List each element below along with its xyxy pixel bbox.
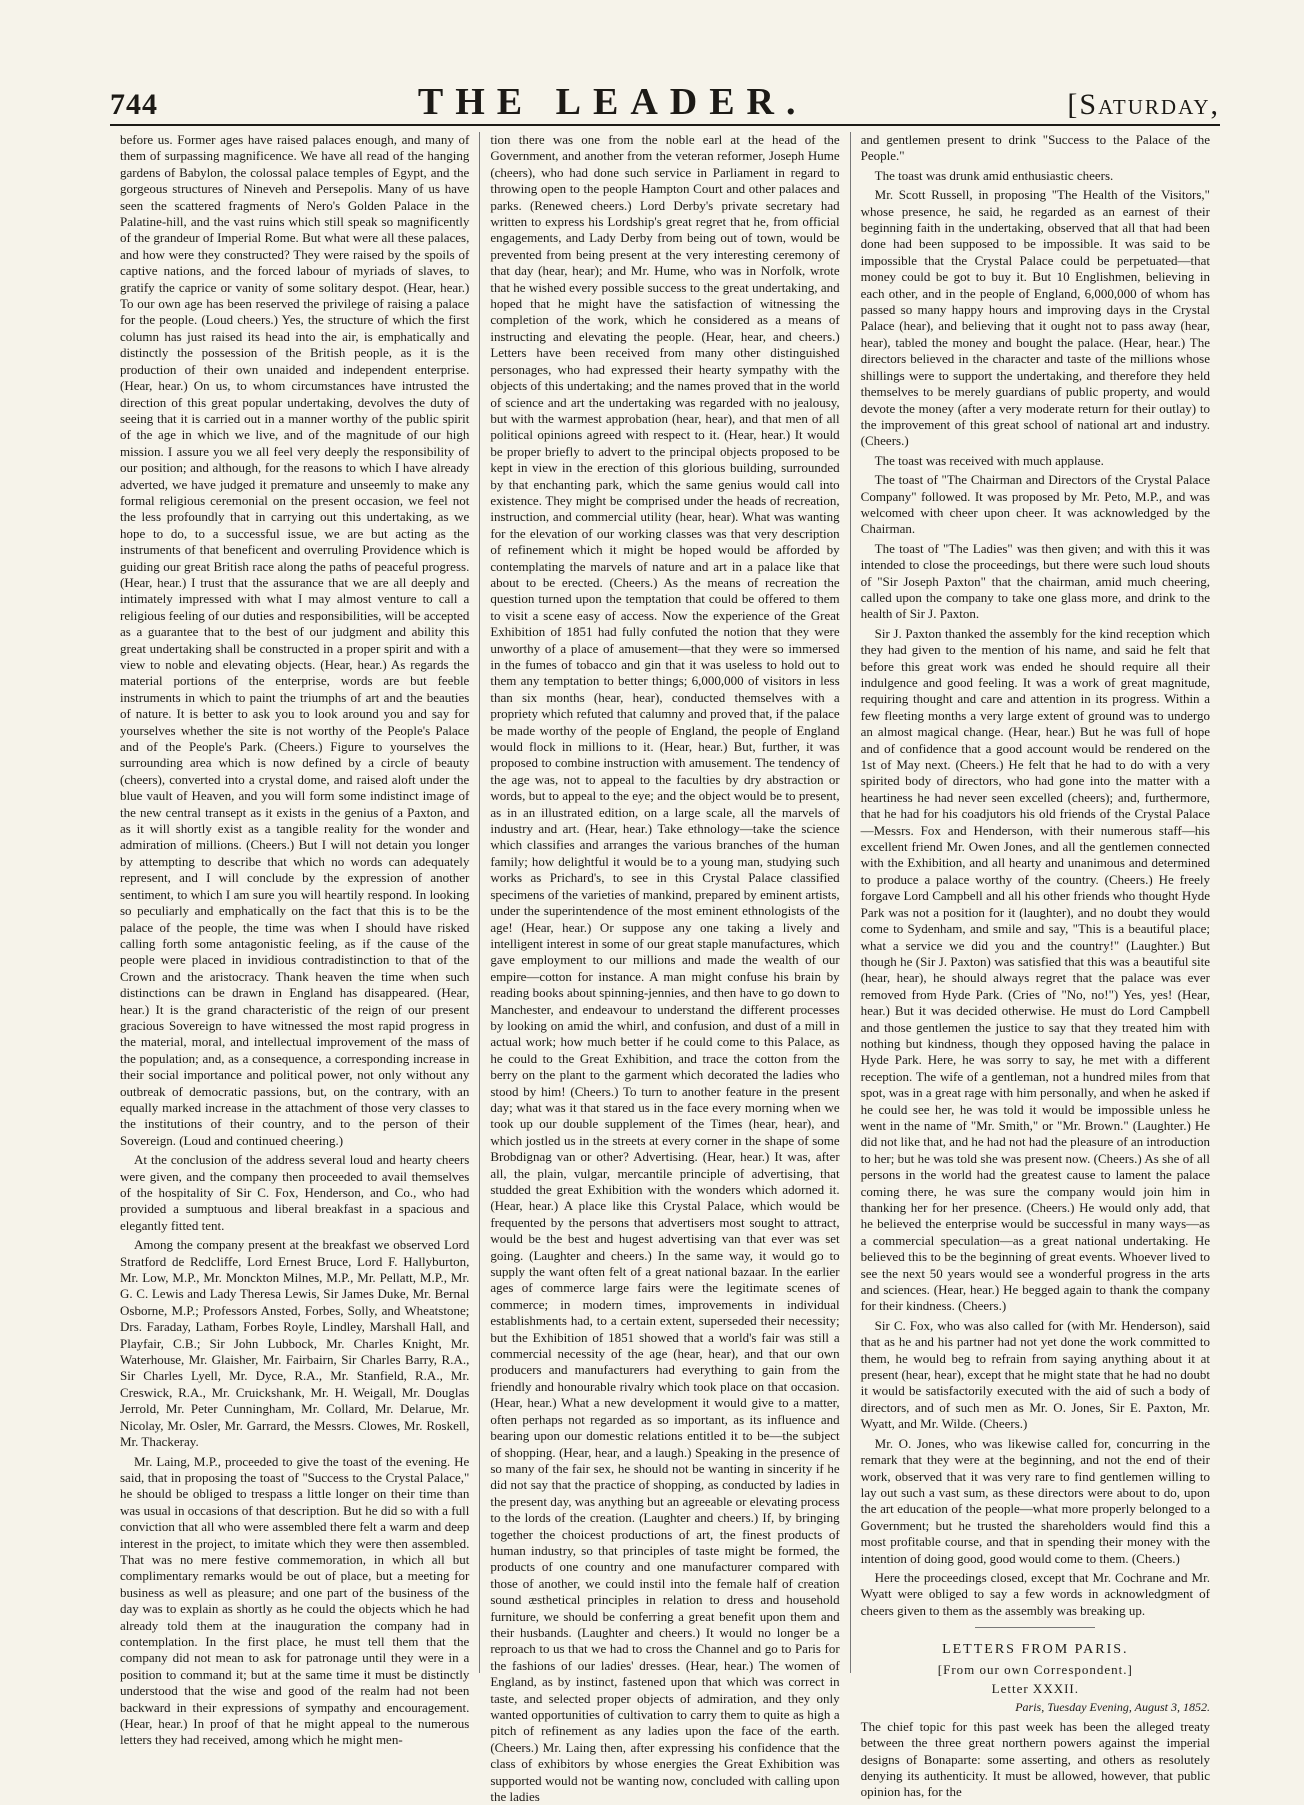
page-number: 744 xyxy=(110,88,158,121)
page-header xyxy=(110,80,1220,126)
section-source: [From our own Correspondent.] xyxy=(937,1661,1133,1677)
paragraph: Among the company present at the breakfast we observed Lord Stratford de Redcliffe, Lord Ernest Bruce, Lord F. Hallyburton, Mr. Low, M.P., Mr. Monckton Milnes, M.P., Mr. Pellatt, M.P., Mr. G. C. Lewis and Lady Theresa Lewis, Sir James Duke, Mr. Bernal Osborne, M.P.; Professors Ansted, Forbes, Solly, and Wheatstone; Drs. Faraday, Latham, Forbes Royle, Lindley, Marshall Hall, and Playfair, C.B.; Sir John Lubbock, Mr. Charles Knight, Mr. Waterhouse, Mr. Glaisher, Mr. Fairbairn, Sir Charles Barry, R.A., Sir Charles Lyell, Mr. Dyce, R.A., Mr. Stanfield, R.A., Mr. Creswick, R.A., Mr. Cruickshank, Mr. H. Weigall, Mr. Douglas Jerrold, Mr. Peter Cunningham, Mr. Collard, Mr. Delarue, Mr. Nicolay, Mr. Osler, Mr. Garrard, the Messrs. Clowes, Mr. Roskell, Mr. Thackeray. xyxy=(120,1237,470,1450)
paragraph: The toast was drunk amid enthusiastic cheers. xyxy=(874,167,1114,183)
masthead: THE LEADER. xyxy=(417,81,808,123)
paragraph: and gentlemen present to drink "Success to the Palace of the People." xyxy=(860,132,1210,164)
paragraph: Mr. Scott Russell, in proposing "The Health of the Visitors," whose presence, he said, he regarded as an earnest of their beginning faith in the undertaking, observed that all that had been done had been supposed to be impossible. It was said to be impossible that the Crystal Palace could be perpetuated—that money could be got to buy it. But 10 Englishmen, believing in each other, and in the people of England, 6,000,000 of whom has passed so many happy hours and improving days in the Crystal Palace (hear), and believing that it ought not to pass away (hear, hear), tabled the money and bought the palace. (Hear, hear.) The directors believed in the character and taste of the millions whose shillings were to support the undertaking, and therefore they held themselves to be merely guardians of public property, and would devote the money (after a very moderate return for their outlay) to the improvement of this great school of national art and industry. (Cheers.) xyxy=(860,187,1210,449)
paragraph: Mr. Laing, M.P., proceeded to give the toast of the evening. He said, that in proposing the toast of "Success to the Crystal Palace," he should be obliged to trespass a little longer on their time than was usual in occasions of that description. But he did so with a full conviction that all who were assembled there felt a warm and deep interest in the project, to imitate which they were then assembled. That was no mere festive commemoration, in which all but complimentary remarks would be out of place, but a meeting for business as well as pleasure; and one part of the business of the day was to explain as shortly as he could the objects which he had already told them at the inauguration the company had in contemplation. In the first place, he must tell them that the company did not mean to ask for patronage until they were in a position to command it; but at the same time it must be distinctly understood that the wise and good of the realm had not been backward in their expressions of sympathy and encouragement. (Hear, hear.) In proof of that he might appeal to the numerous letters they had received, among which he might men- xyxy=(120,1453,470,1748)
section-title: LETTERS FROM PARIS. xyxy=(942,1642,1129,1658)
header-day: [Saturday, xyxy=(1067,88,1220,121)
paragraph: before us. Former ages have raised palaces enough, and many of them of surpassing magnificence. We have all read of the hanging gardens of Babylon, the colossal palace temples of Egypt, and the gorgeous structures of Nineveh and Persepolis. Many of us have seen the scattered fragments of Nero's Golden Palace in the Palatine-hill, and the vast ruins which still speak so magnificently of the grandeur of Imperial Rome. But what were all these palaces, and how were they constructed? They were raised by the spoils of captive nations, and the forced labour of myriads of slaves, to gratify the caprice or vanity of some solitary despot. (Hear, hear.) To our own age has been reserved the privilege of raising a palace for the people. (Loud cheers.) Yes, the structure of which the first column has just raised its head into the air, is emphatically and distinctly the possession of the British people, as it is the production of their own unaided and independent enterprise. (Hear, hear.) On us, to whom circumstances have intrusted the direction of this great popular undertaking, devolves the duty of seeing that it is carried out in a manner worthy of the public spirit of the age in which we live, and of the magnitude of our high mission. I assure you we all feel very deeply the responsibility of our position; and although, for the reasons to which I have already adverted, we have judged it premature and unseemly to make any formal religious ceremonial on the present occasion, we feel not the less profoundly that in carrying out this undertaking, as we hope to do, to a successful issue, we are but acting as the instruments of that beneficent and overruling Providence which is guiding our great British race along the paths of peaceful progress. (Hear, hear.) I trust that the assurance that we are all deeply and intimately impressed with what I may almost venture to call a religious feeling of our duties and responsibilities, will be accepted as a guarantee that to the best of our judgment and ability this great undertaking shall be constructed in a proper spirit and with a view to noble and elevating objects. (Hear, hear.) As regards the material portions of the enterprise, words are but feeble instruments in which to paint the triumphs of art and the beauties of nature. It is better to ask you to look around you and say for yourselves whether the site is not worthy of the People's Palace and of the People's Park. (Cheers.) Figure to yourselves the surrounding area which is now defined by a circle of beauty (cheers), converted into a crystal dome, and raised aloft under the blue vault of Heaven, and you will form some indistinct image of the new central transept as it exists in the genius of a Paxton, and as it will shortly exist as a tangible reality for the wonder and admiration of millions. (Cheers.) But I will not detain you longer by attempting to describe that which no words can adequately represent, and I will conclude by the expression of another sentiment, to which I am sure you will heartily respond. In looking so peculiarly and emphatically on the fact that this is to be the palace of the people, the time was when I should have risked calling forth some antagonistic feeling, as if the cause of the people were placed in invidious contradistinction to that of the Crown and the aristocracy. Thank heaven the time when such distinctions can be drawn in England has disappeared. (Hear, hear.) It is the grand characteristic of the reign of our present gracious Sovereign to have witnessed the most rapid progress in the material, moral, and intellectual improvement of the mass of the population; and, as a consequence, a corresponding increase in their social importance and political power, not only without any outbreak of democratic passions, but, on the contrary, with an equally marked increase in the attachment of those very classes to the institutions of their country, and to the person of their Sovereign. (Loud and continued cheering.) xyxy=(120,132,470,1148)
paragraph: At the conclusion of the address several loud and hearty cheers were given, and the company then proceeded to avail themselves of the hospitality of Sir C. Fox, Henderson, and Co., who had provided a sumptuous and liberal breakfast in a spacious and elegantly fitted tent. xyxy=(120,1152,470,1233)
paragraph: The chief topic for this past week has been the alleged treaty between the three great northern powers against the imperial designs of Bonaparte: some asserting, and others as resolutely denying its authenticity. It must be allowed, however, that public opinion has, for the xyxy=(860,1718,1210,1800)
paragraph: tion there was one from the noble earl at the head of the Government, and another from the veteran reformer, Joseph Hume (cheers), who had done such service in Parliament in regard to throwing open to the people Hampton Court and other palaces and parks. (Renewed cheers.) Lord Derby's private secretary had written to express his Lordship's great regret that he, from official engagements, and Lady Derby from being out of town, would be prevented from being present at the very interesting ceremony of that day (hear, hear); and Mr. Hume, who was in Norfolk, wrote that he wished every possible success to the great undertaking, and hoped that he might have the satisfaction of witnessing the completion of the work, which he considered as a means of instructing and elevating the people. (Hear, hear, and cheers.) Letters have been received from many other distinguished personages, who had expressed their hearty sympathy with the objects of this undertaking; and the names proved that in the world of science and art the undertaking was regarded with no jealousy, but with the warmest approbation (hear, hear), and that men of all political opinions agreed with respect to it. (Hear, hear.) It would be proper briefly to advert to the principal objects proposed to be kept in view in the erection of this glorious building, surrounded by that enchanting park, which the same genius would call into existence. They might be comprised under the heads of recreation, instruction, and commercial utility (hear, hear). What was wanting for the elevation of our working classes was that very description of refinement which it might be hoped would be afforded by contemplating the marvels of nature and art in a palace like that about to be erected. (Cheers.) As the means of recreation the question turned upon the temptation that could be offered to them to visit a scene easy of access. Now the experience of the Great Exhibition of 1851 had fully confuted the notion that they were unworthy of a place of amusement—that they were so immersed in the fumes of tobacco and gin that it was useless to hold out to them any temptation to better things; 6,000,000 of visitors in less than six months (hear, hear), conducted themselves with a propriety which refuted that calumny and proved that, if the palace be made worthy of the people of England, the people of England would flock in millions to it. (Hear, hear.) But, further, it was proposed to combine instruction with amusement. The tendency of the age was, not to appeal to the faculties by dry abstraction or words, but to appeal to the eye; and the object would be to present, as in an illustrated edition, on a large scale, all the marvels of industry and art. (Hear, hear.) Take ethnology—take the science which classifies and arranges the various branches of the human family; how delightful it would be to a young man, studying such works as Prichard's, to see in this Crystal Palace classified specimens of the varieties of mankind, prepared by eminent artists, under the superintendence of the most eminent ethnologists of the age! (Hear, hear.) Or suppose any one taking a lively and intelligent interest in some of our great staple manufactures, which gave employment to our millions and made the wealth of our empire—cotton for instance. A man might confuse his brain by reading books about spinning-jennies, and then have to go down to Manchester, and endeavour to understand the different processes by looking on amid the whirl, and confusion, and dust of a mill in actual work; how much better if he could come to this Palace, as he could to the Great Exhibition, and trace the cotton from the berry on the plant to the garment which decorated the ladies who stood by him! (Cheers.) To turn to another feature in the present day; what was it that stared us in the face every morning when we took up our double supplement of the Times (hear, hear), and which jostled us in the streets at every corner in the shape of some Brobdignag van or other? Advertising. (Hear, hear.) It was, after all, the plain, vulgar, mercantile principle of advertising, that studded the great Exhibition with the wonders which adorned it. (Hear, hear.) A place like this Crystal Palace, which would be frequented by the persons that advertisers most sought to attract, would be the best and hugest advertising van that ever was set going. (Laughter and cheers.) In the same way, it would go to supply the want often felt of a great national bazaar. In the earlier ages of commerce large fairs were the legitimate scenes of commerce; in modern times, improvements in individual establishments had, to a certain extent, superseded their necessity; but the Exhibition of 1851 showed that a world's fair was still a commercial necessity of the age (hear, hear), and that our own producers and manufacturers had everything to gain from the friendly and honourable rivalry which took place on that occasion. (Hear, hear.) What a new development it would give to a matter, often perhaps not regarded as so important, as its influence and bearing upon our domestic relations entitled it to be—the subject of shopping. (Hear, hear, and a laugh.) Speaking in the presence of so many of the fair sex, he should not be wanting in sincerity if he did not say that the practice of shopping, as conducted by ladies in the present day, was anything but an agreeable or elevating process to the lords of the creation. (Laughter and cheers.) If, by bringing together the choicest productions of art, the finest products of human industry, so that principles of taste might be formed, the products of one country and one manufacturer compared with those of another, we could instil into the female half of creation sound æsthetical principles in relation to dress and household furniture, we should be conferring a great benefit upon them and their husbands. (Laughter and cheers.) It would no longer be a reproach to us that we had to cross the Channel and go to Paris for the fashions of our ladies' dresses. (Hear, hear.) The women of England, as by instinct, fastened upon that which was correct in taste, and selected proper objects of admiration, and they only wanted opportunities of cultivation to carry them to quite as high a pitch of refinement as any ladies upon the face of the earth. (Cheers.) Mr. Laing then, after expressing his confidence that the class of exhibitors by whose energies the Great Exhibition was supported would not be wanting now, concluded with calling upon the ladies xyxy=(490,132,840,1805)
column-1 xyxy=(110,132,479,1748)
paragraph: The toast of "The Ladies" was then given; and with this it was intended to close the proceedings, but there were such loud shouts of "Sir Joseph Paxton" that the chairman, amid much cheering, called upon the company to take one glass more, and drink to the health of Sir J. Paxton. xyxy=(860,540,1210,622)
paragraph: Mr. O. Jones, who was likewise called for, concurring in the remark that they were at the beginning, and not the end of their work, observed that it was very rare to find gentlemen willing to lay out such a vast sum, as these directors were about to do, upon the art education of the people—what more properly belonged to a Government; but he trusted the shareholders would find this a most profitable course, and that in spending their money with the intention of doing good, good would come to them. (Cheers.) xyxy=(860,1435,1210,1566)
paragraph: The toast of "The Chairman and Directors of the Crystal Palace Company" followed. It was proposed by Mr. Peto, M.P., and was welcomed with cheer upon cheer. It was acknowledged by the Chairman. xyxy=(860,472,1210,537)
paragraph: Here the proceedings closed, except that Mr. Cochrane and Mr. Wyatt were obliged to say a few words in acknowledgment of cheers given to them as the assembly was breaking up. xyxy=(860,1569,1210,1618)
column-2 xyxy=(479,132,849,1805)
section-letter-number: Letter XXXII. xyxy=(991,1680,1079,1696)
article-columns xyxy=(110,132,1220,1805)
column-3 xyxy=(850,132,1220,1800)
section-divider xyxy=(975,1627,1095,1628)
section-heading xyxy=(861,1642,1210,1697)
paragraph: Sir J. Paxton thanked the assembly for the kind reception which they had given to the mention of his name, and said he felt that before this great work was ended he should require all their indulgence and good feeling. It was a work of great magnitude, requiring thought and care and attention in its progress. Within a few fleeting months a very large extent of ground was to undergo an almost magical change. (Hear, hear.) But he was full of hope and of confidence that a good account would be rendered on the 1st of May next. (Cheers.) He felt that he had to do with a very spirited body of directors, who had gone into the matter with a heartiness he had never seen excelled (cheers); and, furthermore, that he had for his coadjutors his old friends of the Crystal Palace—Messrs. Fox and Henderson, with their numerous staff—his excellent friend Mr. Owen Jones, and all the gentlemen connected with the Exhibition, and all hearty and unanimous and determined to produce a palace worthy of the country. (Cheers.) He freely forgave Lord Campbell and all his other friends who thought Hyde Park was not a position for it (laughter), and no doubt they would come to Sydenham, and smile and say, "This is a beautiful place; what a service we did you and the country!" (Laughter.) But though he (Sir J. Paxton) was satisfied that this was a beautiful site (hear, hear), he should always regret that the palace was ever removed from Hyde Park. (Cries of "No, no!") Yes, yes! (Hear, hear.) But it was decided otherwise. He must do Lord Campbell and those gentlemen the justice to say that they treated him with nothing but kindness, though they opposed having the palace in Hyde Park. Here, he was sorry to say, he met with a different reception. The wife of a gentleman, not a hundred miles from that spot, was in a great rage with him personally, and when he asked if he could see her, he was told it would be impossible unless he went in the name of "Mr. Smith," or "Mr. Brown." (Laughter.) He did not like that, and he had not had the pleasure of an introduction to her; but he was told she was present now. (Cheers.) As she of all persons in the world had the greatest cause to lament the palace coming there, he was sure the company would join him in thanking her for her presence. (Cheers.) He would only add, that he believed the enterprise would be successful in many ways—as a commercial speculation—as a great national undertaking. He believed this to be the beginning of great events. Whoever lived to see the next 50 years would see a wonderful progress in the arts and sciences. (Hear, hear.) He begged again to thank the company for their kindness. (Cheers.) xyxy=(860,625,1210,1314)
paragraph: The toast was received with much applause. xyxy=(874,452,1104,468)
paragraph: Sir C. Fox, who was also called for (with Mr. Henderson), said that as he and his partner had not yet done the work committed to them, he would beg to refrain from saying anything about it at present (hear, hear), except that he might state that he had no doubt it would be satisfactorily executed with the aid of such a body of directors, and of such men as Mr. O. Jones, Sir E. Paxton, Mr. Wyatt, and Mr. Wilde. (Cheers.) xyxy=(860,1317,1210,1432)
dateline: Paris, Tuesday Evening, August 3, 1852. xyxy=(1015,1700,1210,1715)
